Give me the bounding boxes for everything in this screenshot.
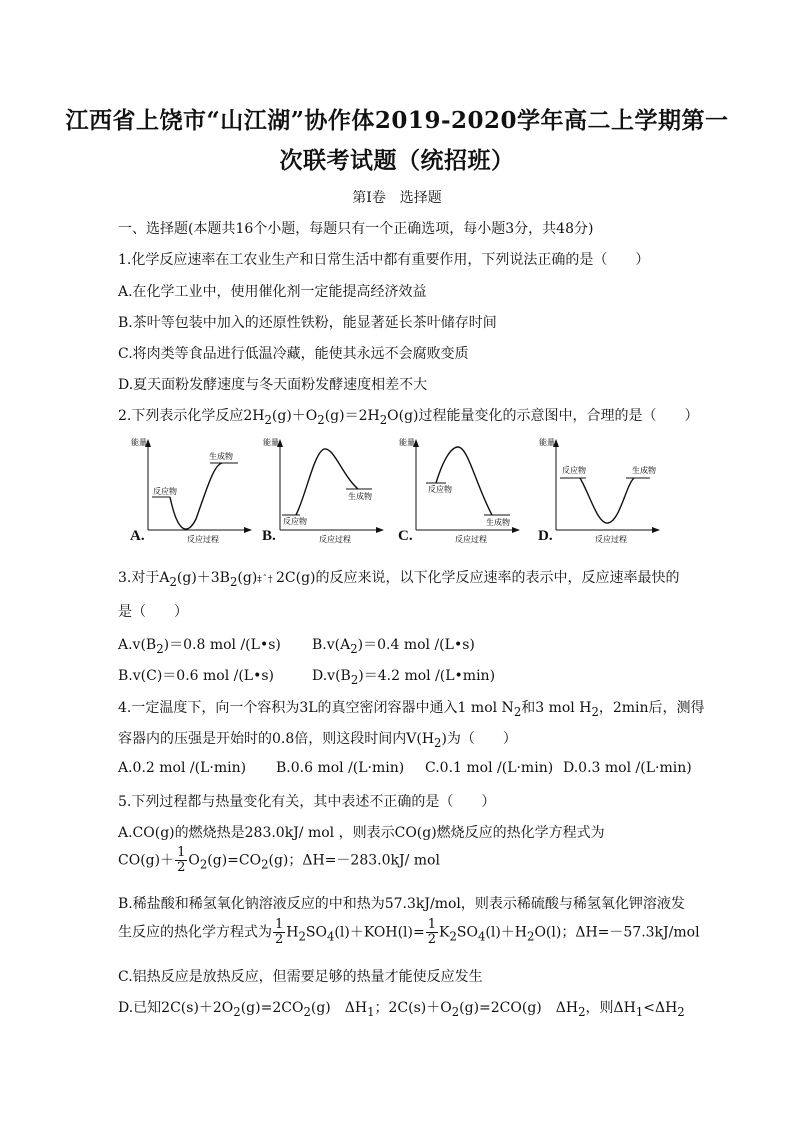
svg-text:能量: 能量 — [539, 438, 555, 447]
svg-text:生成物: 生成物 — [209, 452, 233, 461]
q4-option-c: C.0.1 mol /(L·min) — [425, 760, 554, 776]
title-line-1: 江西省上饶市“山江湖”协作体2019-2020学年高二上学期第一 — [65, 107, 729, 134]
diagram-a-letter: A. — [130, 528, 145, 544]
q5-option-c: C.铝热反应是放热反应，但需要足够的热量才能使反应发生 — [118, 969, 483, 985]
q3-option-b: $B.v(A_2)=0.4$ mol /(L•s) — [312, 637, 475, 656]
energy-diagram-a — [130, 435, 255, 549]
q4-option-a: A.0.2 mol /(L·min) — [118, 760, 247, 776]
svg-text:生成物: 生成物 — [632, 466, 656, 475]
energy-diagram-b — [262, 435, 387, 549]
svg-text:能量: 能量 — [399, 438, 415, 447]
svg-text:反应过程: 反应过程 — [187, 535, 219, 544]
svg-text:反应物: 反应物 — [283, 517, 307, 526]
q5-stem: 5.下列过程都与热量变化有关，其中表述不正确的是（ ） — [118, 794, 496, 810]
q5-option-b-equation: 生反应的热化学方程式为 $\frac{1}{2}$ $H_2SO_4(l)+KOH(l)=$ $\frac{1}{2}$ $K_2SO_4(l)+H_2O(l)$；ΔH=－57.3kJ/mol — [118, 917, 700, 947]
q2-stem: 2.下列表示化学反应$2H_2(g)+O_2(g)=2H_2O(g)$过程能量变化的示意图中，合理的是（ ） — [118, 408, 699, 427]
q1-option-a: A.在化学工业中，使用催化剂一定能提高经济效益 — [118, 284, 427, 300]
q5-option-b: B.稀盐酸和稀氢氧化钠溶液反应的中和热为57.3kJ/mol，则表示稀硫酸与稀氢氧化钾溶液发 — [118, 896, 685, 912]
q4-stem-2: 容器内的压强是开始时的0.8倍，则这段时间内$V(H_2)$为（ ） — [118, 731, 517, 750]
fraction-half: $\frac{1}{2}$ — [427, 917, 437, 947]
q5-option-d: D.已知$2C(s)+2O_2(g)=2CO_2(g)$ $\Delta H_1$；$2C(s)+O_2(g)=2CO(g)$ $\Delta H_2$，则$\Delta H_1<\Delta H_2$ — [118, 1000, 685, 1019]
q4-option-b: B.0.6 mol /(L·min) — [276, 760, 405, 776]
q5-option-a: A.CO(g)的燃烧热是283.0kJ/ mol ，则表示CO(g)燃烧反应的热化学方程式为 — [118, 825, 605, 841]
energy-diagram-d — [538, 435, 663, 549]
diagram-c-letter: C. — [398, 528, 413, 544]
q3-stem: 3.对于$A_2(g)+3B_2(g)\ddagger$ ˆ † 2C(g)的反应来说，以下化学反应速率的表示中，反应速率最快的 — [118, 570, 680, 589]
title-line-2: 次联考试题（统招班） — [279, 147, 515, 174]
svg-text:反应过程: 反应过程 — [319, 535, 351, 544]
svg-text:能量: 能量 — [263, 438, 279, 447]
q1-option-c: C.将肉类等食品进行低温冷藏，能使其永远不会腐败变质 — [118, 346, 469, 362]
svg-text:反应物: 反应物 — [153, 487, 177, 496]
diagram-d-letter: D. — [538, 528, 553, 544]
q4-stem: 4.一定温度下，向一个容积为3L的真空密闭容器中通入1 mol $N_2$和3 mol $H_2$，2min后，测得 — [118, 700, 705, 719]
svg-text:生成物: 生成物 — [348, 492, 372, 501]
q1-option-d: D.夏天面粉发酵速度与冬天面粉发酵速度相差不大 — [118, 377, 428, 393]
q4-option-d: D.0.3 mol /(L·min) — [563, 760, 692, 776]
svg-text:反应物: 反应物 — [428, 485, 452, 494]
q3-option-a: $A.v(B_2)=0.8$ mol /(L•s) — [118, 637, 281, 656]
q1-option-b: B.茶叶等包装中加入的还原性铁粉，能显著延长茶叶储存时间 — [118, 315, 497, 331]
diagram-b-letter: B. — [262, 528, 276, 544]
fraction-half: $\frac{1}{2}$ — [275, 917, 284, 947]
q1-stem: 1.化学反应速率在工农业生产和日常生活中都有重要作用，下列说法正确的是（ ） — [118, 252, 650, 268]
fraction-half: $\frac{1}{2}$ — [177, 845, 186, 875]
part-heading: 一、选择题(本题共16个小题，每题只有一个正确选项，每小题3分，共48分) — [118, 221, 594, 237]
svg-text:生成物: 生成物 — [486, 518, 510, 527]
svg-text:能量: 能量 — [131, 438, 147, 447]
q3-option-d: $D.v(B_2)=4.2$ mol /(L•min) — [312, 668, 496, 687]
section-heading: 第Ⅰ卷 选择题 — [352, 190, 442, 206]
svg-text:反应过程: 反应过程 — [455, 535, 487, 544]
energy-diagram-c — [398, 435, 523, 549]
svg-text:反应物: 反应物 — [562, 466, 586, 475]
q5-option-a-equation: CO(g)＋ $\frac{1}{2}$ $O_2(g)=CO_2(g)$；ΔH=－283.0kJ/ mol — [118, 845, 440, 875]
svg-text:反应过程: 反应过程 — [595, 535, 627, 544]
equilibrium-arrow-icon: ‡ ˆ † — [257, 575, 272, 585]
q3-stem-2: 是（ ） — [118, 604, 188, 620]
q3-option-c: B.v(C)＝0.6 mol /(L•s) — [118, 668, 275, 684]
